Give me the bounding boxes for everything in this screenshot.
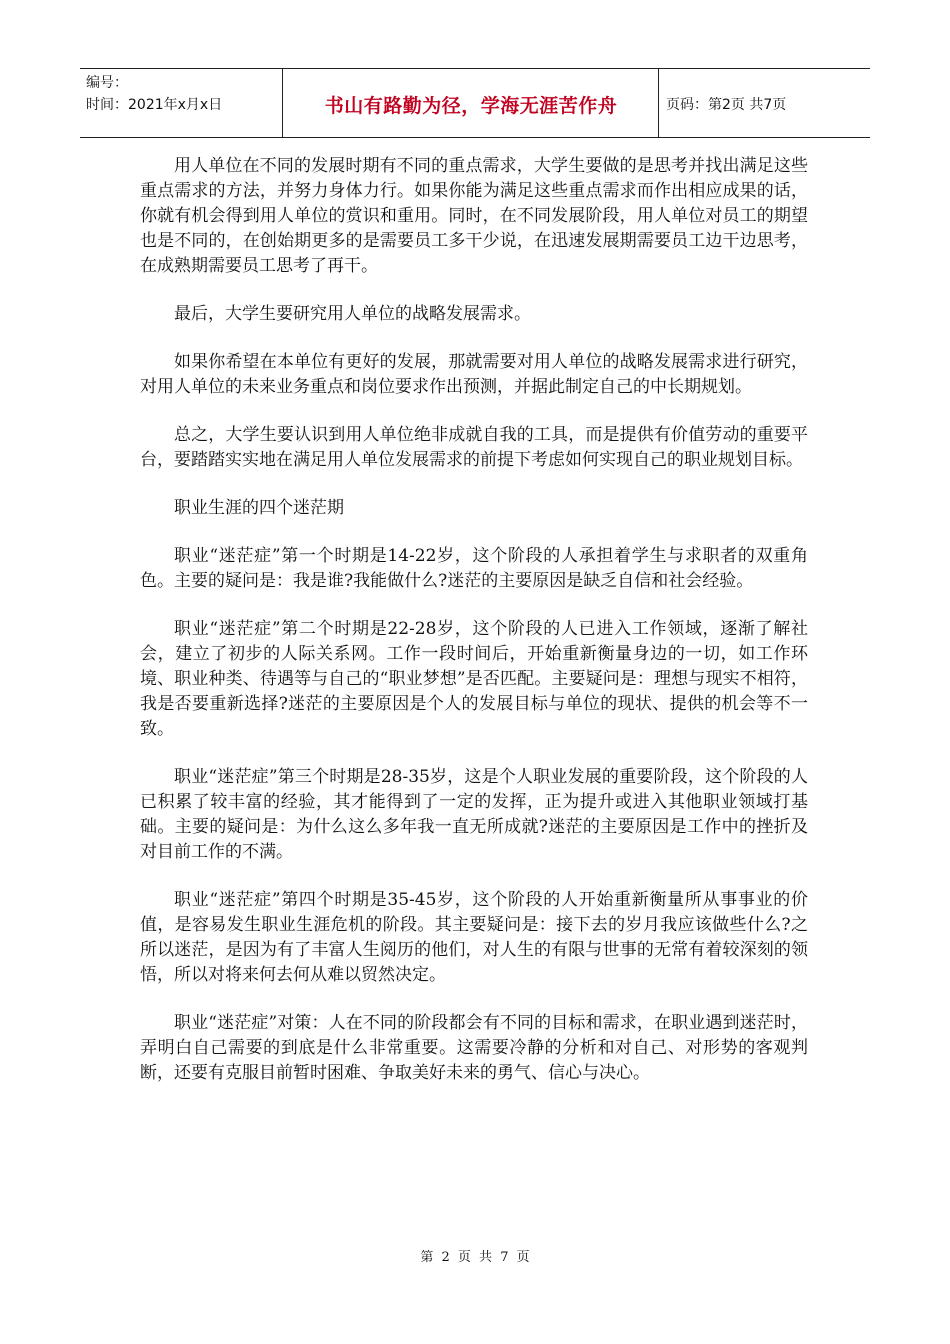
paragraph: 职业“迷茫症”第四个时期是35-45岁，这个阶段的人开始重新衡量所从事事业的价值，是容易发生职业生涯危机的阶段。其主要疑问是：接下去的岁月我应该做些什么?之所以迷茫，是因为有了丰富人生阅历的他们，对人生的有限与世事的无常有着较深刻的领悟，所以对将来何去何从难以贸然决定。	[140, 890, 808, 985]
paragraph: 职业“迷茫症”第一个时期是14-22岁，这个阶段的人承担着学生与求职者的双重角色。主要的疑问是：我是谁?我能做什么?迷茫的主要原因是缺乏自信和社会经验。	[140, 546, 808, 591]
paragraph: 职业“迷茫症”第二个时期是22-28岁，这个阶段的人已进入工作领域，逐渐了解社会，建立了初步的人际关系网。工作一段时间后，开始重新衡量身边的一切，如工作环境、职业种类、待遇等与自己的“职业梦想”是否匹配。主要疑问是：理想与现实不相符，我是否要重新选择?迷茫的主要原因是个人的发展目标与单位的现状、提供的机会等不一致。	[140, 619, 808, 739]
paragraph: 职业“迷茫症”对策：人在不同的阶段都会有不同的目标和需求，在职业遇到迷茫时，弄明白自己需要的到底是什么非常重要。这需要冷静的分析和对自己、对形势的客观判断，还要有克服目前暂时困难、争取美好未来的勇气、信心与决心。	[140, 1013, 808, 1083]
header-page-cell	[660, 69, 870, 137]
section-heading: 职业生涯的四个迷茫期	[174, 498, 344, 518]
header-info-cell	[80, 69, 283, 137]
document-number-label: 编号：	[86, 75, 128, 91]
document-time-label: 时间：2021年x月x日	[86, 97, 223, 113]
paragraph: 职业“迷茫症”第三个时期是28-35岁，这是个人职业发展的重要阶段，这个阶段的人已积累了较丰富的经验，其才能得到了一定的发挥，正为提升或进入其他职业领域打基础。主要的疑问是：为什么这么多年我一直无所成就?迷茫的主要原因是工作中的挫折及对目前工作的不满。	[140, 767, 808, 862]
header-motto: 书山有路勤为径，学海无涯苦作舟	[324, 95, 618, 117]
paragraph: 总之，大学生要认识到用人单位绝非成就自我的工具，而是提供有价值劳动的重要平台，要踏踏实实地在满足用人单位发展需求的前提下考虑如何实现自己的职业规划目标。	[140, 425, 808, 470]
document-body	[140, 154, 808, 1109]
paragraph: 最后，大学生要研究用人单位的战略发展需求。	[174, 304, 531, 324]
header-motto-cell	[284, 69, 659, 137]
paragraph: 用人单位在不同的发展时期有不同的重点需求，大学生要做的是思考并找出满足这些重点需求的方法，并努力身体力行。如果你能为满足这些重点需求而作出相应成果的话，你就有机会得到用人单位的赏识和重用。同时，在不同发展阶段，用人单位对员工的期望也是不同的，在创始期更多的是需要员工多干少说，在迅速发展期需要员工边干边思考，在成熟期需要员工思考了再干。	[140, 156, 808, 276]
page-header	[80, 68, 870, 138]
header-page-number: 页码：第2页 共7页	[666, 97, 787, 113]
paragraph: 如果你希望在本单位有更好的发展，那就需要对用人单位的战略发展需求进行研究，对用人单位的未来业务重点和岗位要求作出预测，并据此制定自己的中长期规划。	[140, 352, 808, 397]
page-footer: 第 2 页 共 7 页	[420, 1250, 530, 1265]
